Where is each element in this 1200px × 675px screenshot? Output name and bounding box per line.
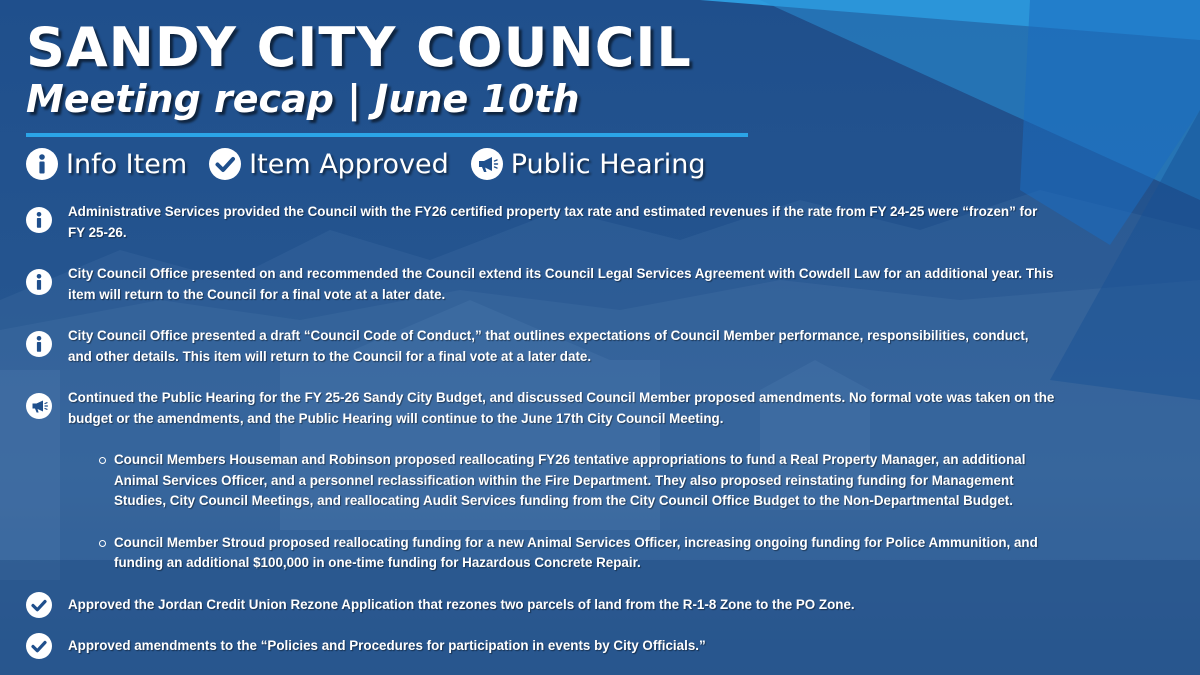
info-icon — [26, 269, 52, 295]
recap-item-text: City Council Office presented a draft “Council Code of Conduct,” that outlines expectations of Council Member performance, responsibilities, conduct, and other details. This item will return to the Council for a final vote at a later date. — [68, 328, 1029, 364]
sub-item-text: Council Member Stroud proposed reallocating funding for a new Animal Services Officer, increasing ongoing funding for Police Ammunition, and funding an additional $100,000 in one-time funding for Hazardous Concrete Repair. — [114, 534, 1038, 570]
recap-item — [26, 264, 1056, 305]
legend-approved — [209, 148, 449, 180]
sub-item-text: Council Members Houseman and Robinson proposed reallocating FY26 tentative appropriations to fund a Real Property Manager, an additional Animal Services Officer, and a personnel reclassification within the Fire Department. They also proposed reinstating funding for Management Studies, City Council Meetings, and reallocating Audit Services funding from the City Council Office Budget to the Non-Departmental Budget. — [114, 452, 1026, 508]
megaphone-icon — [471, 148, 503, 180]
recap-list — [26, 202, 1056, 657]
legend-info — [26, 148, 187, 180]
check-icon — [209, 148, 241, 180]
check-icon — [26, 633, 52, 659]
info-icon — [26, 148, 58, 180]
sub-item — [26, 450, 1056, 512]
page-title: SANDY CITY COUNCIL — [26, 16, 692, 79]
recap-item-text: City Council Office presented on and recommended the Council extend its Council Legal Services Agreement with Cowdell Law for an additional year. This item will return to the Council for a final vote at a later date. — [68, 266, 1054, 302]
recap-item-text: Continued the Public Hearing for the FY 25-26 Sandy City Budget, and discussed Council Member proposed amendments. No formal vote was taken on the budget or the amendments, and the Public Hearing will continue to the June 17th City Council Meeting. — [68, 390, 1055, 426]
recap-item-text: Approved amendments to the “Policies and Procedures for participation in events by City Officials.” — [68, 638, 706, 653]
recap-item — [26, 388, 1056, 429]
sub-item — [26, 533, 1056, 574]
recap-item-text: Administrative Services provided the Council with the FY26 certified property tax rate and estimated revenues if the rate from FY 24-25 were “frozen” for FY 25-26. — [68, 204, 1038, 240]
recap-item — [26, 636, 1056, 657]
circle-bullet-icon — [99, 457, 106, 464]
circle-bullet-icon — [99, 540, 106, 547]
recap-item-text: Approved the Jordan Credit Union Rezone Application that rezones two parcels of land from the R-1-8 Zone to the PO Zone. — [68, 596, 855, 612]
megaphone-icon — [26, 393, 52, 419]
legend-public-hearing — [471, 148, 706, 180]
check-icon — [26, 592, 52, 618]
recap-item — [26, 595, 1056, 616]
legend-label: Public Hearing — [510, 148, 706, 180]
legend — [26, 146, 728, 182]
info-icon — [26, 331, 52, 357]
legend-label: Item Approved — [249, 148, 449, 180]
title-divider — [26, 133, 748, 137]
legend-label: Info Item — [66, 148, 188, 180]
info-icon — [26, 207, 52, 233]
recap-item — [26, 326, 1056, 367]
page-subtitle: Meeting recap | June 10th — [26, 77, 580, 121]
recap-item — [26, 202, 1056, 243]
